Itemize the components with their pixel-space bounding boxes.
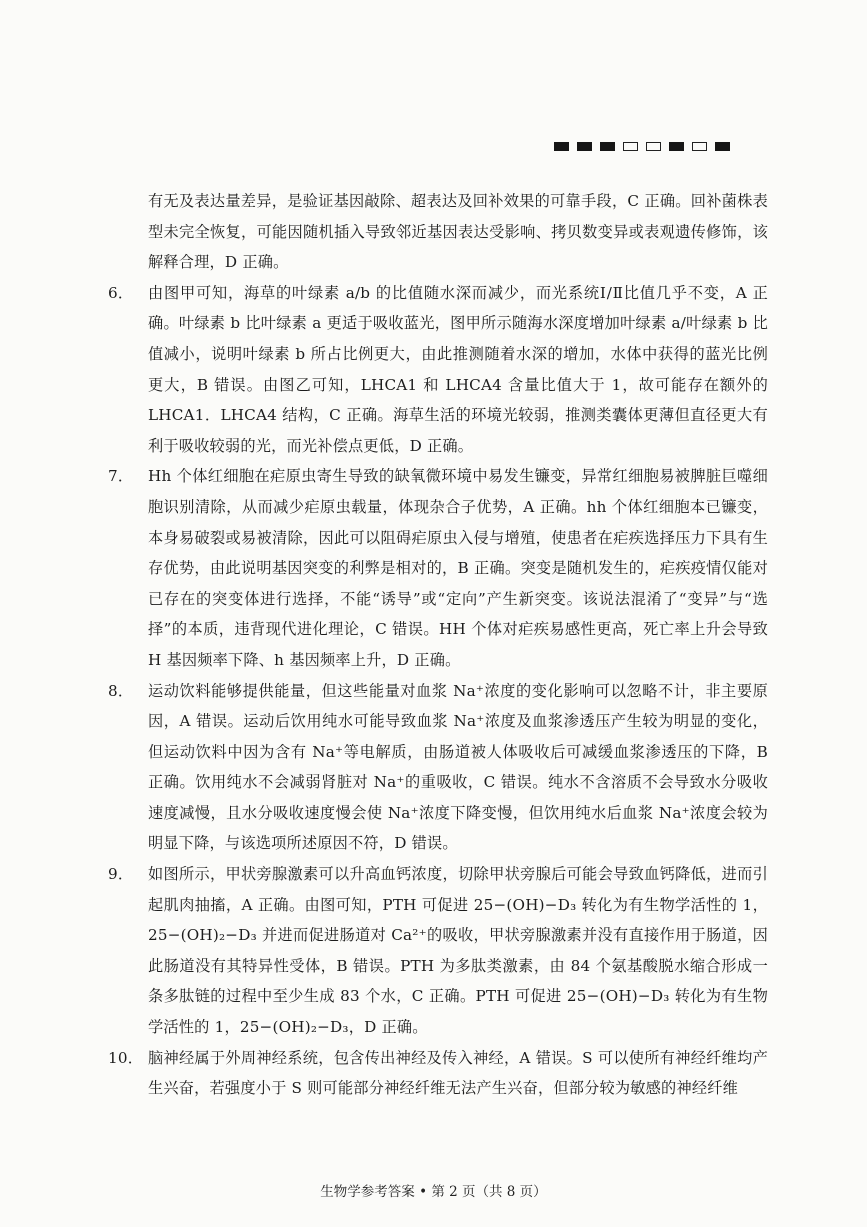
- answer-content: [108, 186, 768, 1104]
- question-number: 8．: [108, 681, 134, 700]
- answer-text: 运动饮料能够提供能量，但这些能量对血浆 Na⁺浓度的变化影响可以忽略不计，非主要原因，A 错误。运动后饮用纯水可能导致血浆 Na⁺浓度及血浆渗透压产生较为明显的变化，但运动饮料中因为含有 Na⁺等电解质，由肠道被人体吸收后可减缓血浆渗透压的下降，B 正确。饮用纯水不会减弱肾脏对 Na⁺的重吸收，C 错误。纯水不含溶质不会导致水分吸收速度减慢，且水分吸收速度慢会使 Na⁺浓度下降变慢，但饮用纯水后血浆 Na⁺浓度会较为明显下降，与该选项所述原因不符，D 错误。: [148, 681, 768, 853]
- question-number: 9．: [108, 865, 134, 884]
- answer-paragraph-q10: [108, 1043, 768, 1104]
- question-number: 10．: [108, 1048, 144, 1067]
- answer-text: 由图甲可知，海草的叶绿素 a/b 的比值随水深而减少，而光系统Ⅰ/Ⅱ比值几乎不变，A 正确。叶绿素 b 比叶绿素 a 更适于吸收蓝光，图甲所示随海水深度增加叶绿素 a/叶绿素 b 比值减小，说明叶绿素 b 所占比例更大，由此推测随着水深的增加，水体中获得的蓝光比例更大，B 错误。由图乙可知，LHCA1 和 LHCA4 含量比值大于 1，故可能存在额外的 LHCA1．LHCA4 结构，C 正确。海草生活的环境光较弱，推测类囊体更薄但直径更大有利于吸收较弱的光，而光补偿点更低，D 正确。: [148, 283, 768, 455]
- header-marks: [554, 142, 730, 151]
- answer-paragraph-continued: [108, 186, 768, 278]
- answer-paragraph-q7: [108, 461, 768, 675]
- header-mark: [669, 142, 684, 151]
- answer-paragraph-q6: [108, 278, 768, 462]
- page-footer: 生物学参考答案 • 第 2 页（共 8 页）: [320, 1184, 547, 1200]
- answer-paragraph-q9: [108, 859, 768, 1043]
- answer-text: 如图所示，甲状旁腺激素可以升高血钙浓度，切除甲状旁腺后可能会导致血钙降低，进而引起肌肉抽搐，A 正确。由图可知，PTH 可促进 25−(OH)−D₃ 转化为有生物学活性的 1，25−(OH)₂−D₃ 并进而促进肠道对 Ca²⁺的吸收，甲状旁腺激素并没有直接作用于肠道，因此肠道没有其特异性受体，B 错误。PTH 为多肽类激素，由 84 个氨基酸脱水缩合形成一条多肽链的过程中至少生成 83 个水，C 正确。PTH 可促进 25−(OH)−D₃ 转化为有生物学活性的 1，25−(OH)₂−D₃，D 正确。: [148, 865, 768, 1037]
- header-mark: [646, 142, 661, 151]
- header-mark: [715, 142, 730, 151]
- header-mark: [577, 142, 592, 151]
- header-mark: [623, 142, 638, 151]
- header-mark: [600, 142, 615, 151]
- answer-text: 脑神经属于外周神经系统，包含传出神经及传入神经，A 错误。S 可以使所有神经纤维均产生兴奋，若强度小于 S 则可能部分神经纤维无法产生兴奋，但部分较为敏感的神经纤维: [148, 1048, 768, 1098]
- answer-text: 有无及表达量差异，是验证基因敲除、超表达及回补效果的可靠手段，C 正确。回补菌株表型未完全恢复，可能因随机插入导致邻近基因表达受影响、拷贝数变异或表观遗传修饰，该解释合理，D 正确。: [148, 192, 768, 272]
- header-mark: [554, 142, 569, 151]
- answer-paragraph-q8: [108, 676, 768, 860]
- question-number: 7．: [108, 467, 134, 486]
- header-mark: [692, 142, 707, 151]
- question-number: 6．: [108, 283, 134, 302]
- answer-text: Hh 个体红细胞在疟原虫寄生导致的缺氧微环境中易发生镰变，异常红细胞易被脾脏巨噬细胞识别清除，从而减少疟原虫载量，体现杂合子优势，A 正确。hh 个体红细胞本已镰变，本身易破裂或易被清除，因此可以阻碍疟原虫入侵与增殖，使患者在疟疾选择压力下具有生存优势，由此说明基因突变的利弊是相对的，B 正确。突变是随机发生的，疟疾疫情仅能对已存在的突变体进行选择，不能“诱导”或“定向”产生新突变。该说法混淆了“变异”与“选择”的本质，违背现代进化理论，C 错误。HH 个体对疟疾易感性更高，死亡率上升会导致 H 基因频率下降、h 基因频率上升，D 正确。: [148, 467, 768, 669]
